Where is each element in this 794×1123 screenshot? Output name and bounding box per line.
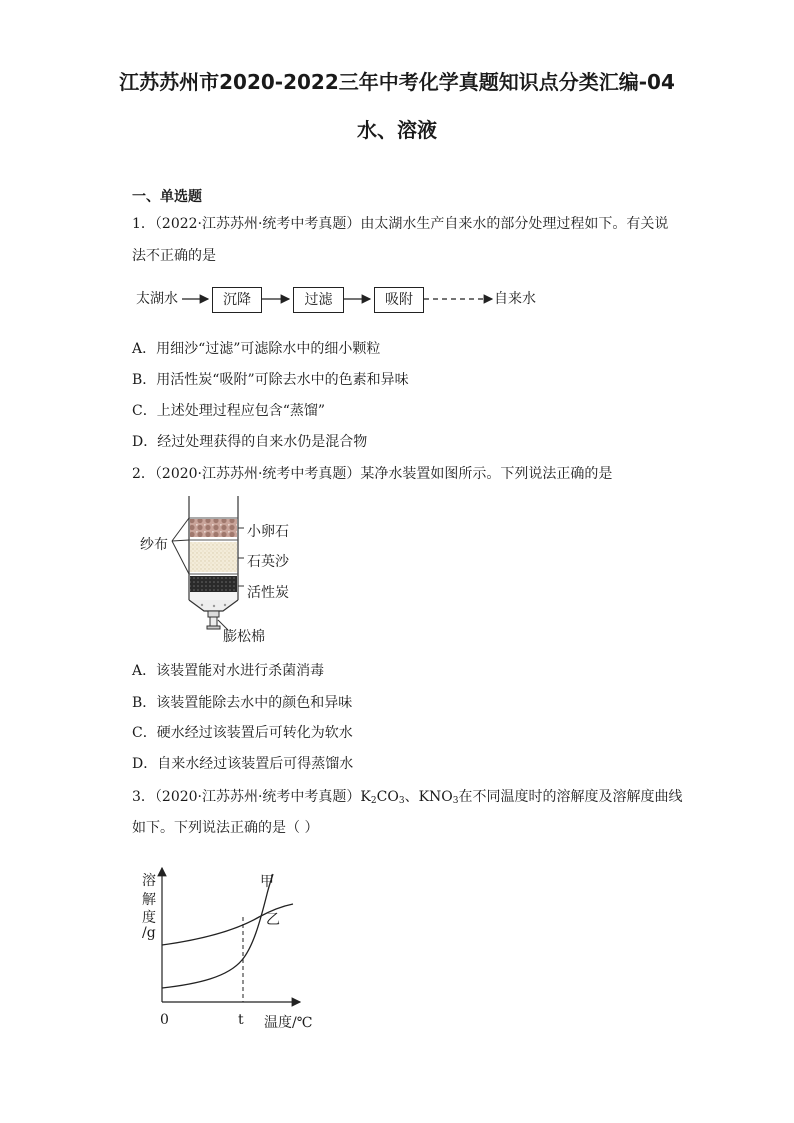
q1-stem-line1: 1．（2022·江苏苏州·统考中考真题）由太湖水生产自来水的部分处理过程如下。有关说 [132,216,669,232]
series-label-jia: 甲 [260,874,274,890]
label-gauze: 纱布 [140,537,168,553]
q2-stem: 2．（2020·江苏苏州·统考中考真题）某净水装置如图所示。下列说法正确的是 [132,466,613,482]
q1-flow-diagram [132,287,552,313]
q2-option-d: D．自来水经过该装置后可得蒸馏水 [132,756,354,772]
sand-layer [190,542,237,572]
filter-apparatus-drawing [132,496,312,648]
q1-stem-line2: 法不正确的是 [132,248,216,264]
flow-start-label: 太湖水 [136,291,178,307]
q3-stem-line2: 如下。下列说法正确的是（ ） [132,820,319,836]
label-quartz-sand: 石英沙 [247,554,289,570]
series-label-yi: 乙 [266,912,280,928]
flow-step-sedimentation: 沉降 [212,287,262,313]
solubility-chart-svg [138,862,328,1032]
q1-option-c: C．上述处理过程应包含“蒸馏” [132,403,326,419]
q2-option-b: B．该装置能除去水中的颜色和异味 [132,695,353,711]
label-activated-carbon: 活性炭 [247,585,289,601]
y-label-char-2: 解 [142,892,156,908]
page-title-line2: 水、溶液 [357,118,437,142]
y-label-char-3: 度 [142,910,156,926]
curve-jia [162,874,273,988]
q1-option-d: D．经过处理获得的自来水仍是混合物 [132,434,368,450]
label-pebbles: 小卵石 [247,524,289,540]
q2-filter-figure [132,496,312,648]
label-cotton: 膨松棉 [223,629,265,645]
q1-option-b: B．用活性炭“吸附”可除去水中的色素和异味 [132,372,409,388]
page-title-line1: 江苏苏州市2020-2022三年中考化学真题知识点分类汇编-04 [119,70,675,94]
flow-step-adsorption: 吸附 [374,287,424,313]
q3-stem-line1: 3．（2020·江苏苏州·统考中考真题）$K_2CO_3$、$KNO_3$在不同温度时的溶解度及溶解度曲线 [132,789,683,806]
y-label-char-1: 溶 [142,873,156,889]
y-label-char-4: /g [142,925,156,941]
section-heading: 一、单选题 [132,189,202,205]
x-axis-label: 温度/℃ [264,1015,313,1031]
q3-solubility-chart [138,862,328,1032]
x-t-label: t [238,1012,244,1028]
q1-option-a: A．用细沙“过滤”可滤除水中的细小颗粒 [132,341,381,357]
flow-step-filtration: 过滤 [293,287,344,313]
pebble-layer [190,519,237,537]
x-origin-label: 0 [160,1012,169,1028]
flow-end-label: 自来水 [494,291,536,307]
q2-option-c: C．硬水经过该装置后可转化为软水 [132,725,353,741]
q2-option-a: A．该装置能对水进行杀菌消毒 [132,663,325,679]
carbon-layer [190,576,237,592]
